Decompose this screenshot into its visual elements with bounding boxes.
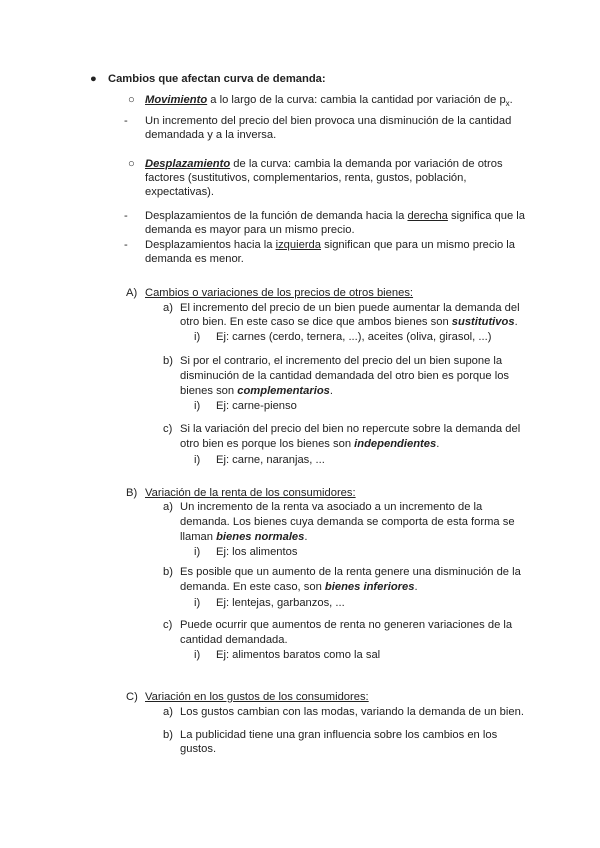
movimiento-term: Movimiento — [145, 94, 208, 106]
desp-dash1-line1 — [145, 209, 525, 223]
dash-marker: - — [124, 210, 128, 222]
a-a-line2 — [180, 315, 518, 329]
independientes-term: independientes — [354, 438, 437, 450]
sustitutivos-term: sustitutivos — [451, 316, 515, 328]
movimiento-line — [145, 93, 513, 111]
mov-dash-line1: Un incremento del precio del bien provoca una disminución de la cantidad — [145, 115, 512, 127]
desp-dash1-pre: Desplazamientos de la función de demanda hacia la — [145, 210, 408, 222]
a-b-line1: Si por el contrario, el incremento del precio del un bien supone la — [180, 355, 503, 367]
mov-dash-line2: demandada y a la inversa. — [145, 129, 277, 141]
desp-dash2-post: significan que para un mismo precio la — [321, 239, 516, 251]
a-a-line1: El incremento del precio de un bien puede aumentar la demanda del — [180, 302, 520, 314]
a-b-end: . — [329, 385, 333, 397]
movimiento-text: a lo largo de la curva: cambia la cantidad por variación de p — [207, 94, 506, 106]
section-c-marker: C) — [126, 691, 138, 703]
circle-marker: ○ — [128, 158, 135, 170]
b-a-line1: Un incremento de la renta va asociado a un incremento de la — [180, 501, 483, 513]
b-a-line2: demanda. Los bienes cuya demanda se comporta de esta forma se — [180, 516, 515, 528]
derecha-word: derecha — [407, 210, 448, 222]
b-a-example: Ej: los alimentos — [216, 546, 298, 558]
desplazamiento-text: de la curva: cambia la demanda por variación de otros — [230, 158, 503, 170]
circle-marker: ○ — [128, 94, 135, 106]
bienes-normales-term: bienes normales — [216, 531, 305, 543]
desp-dash2-pre: Desplazamientos hacia la — [145, 239, 276, 251]
section-a-marker: A) — [126, 287, 138, 299]
b-b-end: . — [414, 581, 418, 593]
a-a-example: Ej: carnes (cerdo, ternera, ...), aceites (oliva, girasol, ...) — [216, 331, 492, 343]
a-c-end: . — [436, 438, 440, 450]
c-b-line2: gustos. — [180, 743, 217, 755]
section-c-heading: Variación en los gustos de los consumidores: — [145, 691, 369, 703]
bienes-inferiores-term: bienes inferiores — [324, 581, 415, 593]
b-b-line2 — [180, 580, 418, 594]
section-title: Cambios que afectan curva de demanda: — [108, 73, 326, 85]
roman-marker: i) — [194, 400, 201, 412]
dash-marker: - — [124, 239, 128, 251]
movimiento-end: . — [509, 94, 513, 106]
c-a-line1: Los gustos cambian con las modas, variando la demanda de un bien. — [180, 706, 524, 718]
b-b-example: Ej: lentejas, garbanzos, ... — [216, 597, 345, 609]
item-b-marker: b) — [163, 566, 173, 578]
a-c-example: Ej: carne, naranjas, ... — [216, 454, 325, 466]
section-a-heading: Cambios o variaciones de los precios de otros bienes: — [145, 287, 414, 299]
item-b-marker: b) — [163, 729, 173, 741]
roman-marker: i) — [194, 597, 201, 609]
desplazamiento-term: Desplazamiento — [145, 158, 231, 170]
roman-marker: i) — [194, 546, 201, 558]
movimiento-subscript: x — [505, 99, 510, 109]
complementarios-term: complementarios — [237, 385, 330, 397]
a-b-line3-pre: bienes son — [180, 385, 238, 397]
roman-marker: i) — [194, 454, 201, 466]
desplazamiento-line1 — [145, 157, 503, 171]
item-a-marker: a) — [163, 302, 173, 314]
b-c-example: Ej: alimentos baratos como la sal — [216, 649, 381, 661]
a-a-line2-pre: otro bien. En este caso se dice que ambos bienes son — [180, 316, 452, 328]
a-c-line2 — [180, 437, 439, 451]
item-a-marker: a) — [163, 706, 173, 718]
item-c-marker: c) — [163, 423, 173, 435]
b-c-line1: Puede ocurrir que aumentos de renta no generen variaciones de la — [180, 619, 513, 631]
desp-dash2-line1 — [145, 238, 515, 252]
b-c-line2: cantidad demandada. — [180, 634, 288, 646]
dash-marker: - — [124, 115, 128, 127]
item-a-marker: a) — [163, 501, 173, 513]
a-c-line2-pre: otro bien es porque los bienes son — [180, 438, 355, 450]
b-a-line3-pre: llaman — [180, 531, 217, 543]
b-a-line3 — [180, 530, 307, 544]
bullet-marker: ● — [90, 73, 97, 85]
roman-marker: i) — [194, 649, 201, 661]
item-b-marker: b) — [163, 355, 173, 367]
section-b-heading: Variación de la renta de los consumidores: — [145, 487, 356, 499]
a-b-example: Ej: carne-pienso — [216, 400, 297, 412]
a-b-line2: disminución de la cantidad demandada del otro bien es porque los — [180, 370, 510, 382]
roman-marker: i) — [194, 331, 201, 343]
a-a-end: . — [514, 316, 518, 328]
desp-dash1-line2: demanda es mayor para un mismo precio. — [145, 224, 355, 236]
a-c-line1: Si la variación del precio del bien no repercute sobre la demanda del — [180, 423, 521, 435]
desplazamiento-line3: expectativas). — [145, 186, 215, 198]
b-b-line1: Es posible que un aumento de la renta genere una disminución de la — [180, 566, 521, 578]
c-b-line1: La publicidad tiene una gran influencia sobre los cambios en los — [180, 729, 498, 741]
desplazamiento-line2: factores (sustitutivos, complementarios, renta, gustos, población, — [145, 172, 467, 184]
b-a-end: . — [304, 531, 308, 543]
section-b-marker: B) — [126, 487, 138, 499]
item-c-marker: c) — [163, 619, 173, 631]
izquierda-word: izquierda — [275, 239, 321, 251]
desp-dash2-line2: demanda es menor. — [145, 253, 244, 265]
desp-dash1-post: significa que la — [447, 210, 526, 222]
a-b-line3 — [180, 384, 333, 398]
b-b-line2-pre: demanda. En este caso, son — [180, 581, 325, 593]
